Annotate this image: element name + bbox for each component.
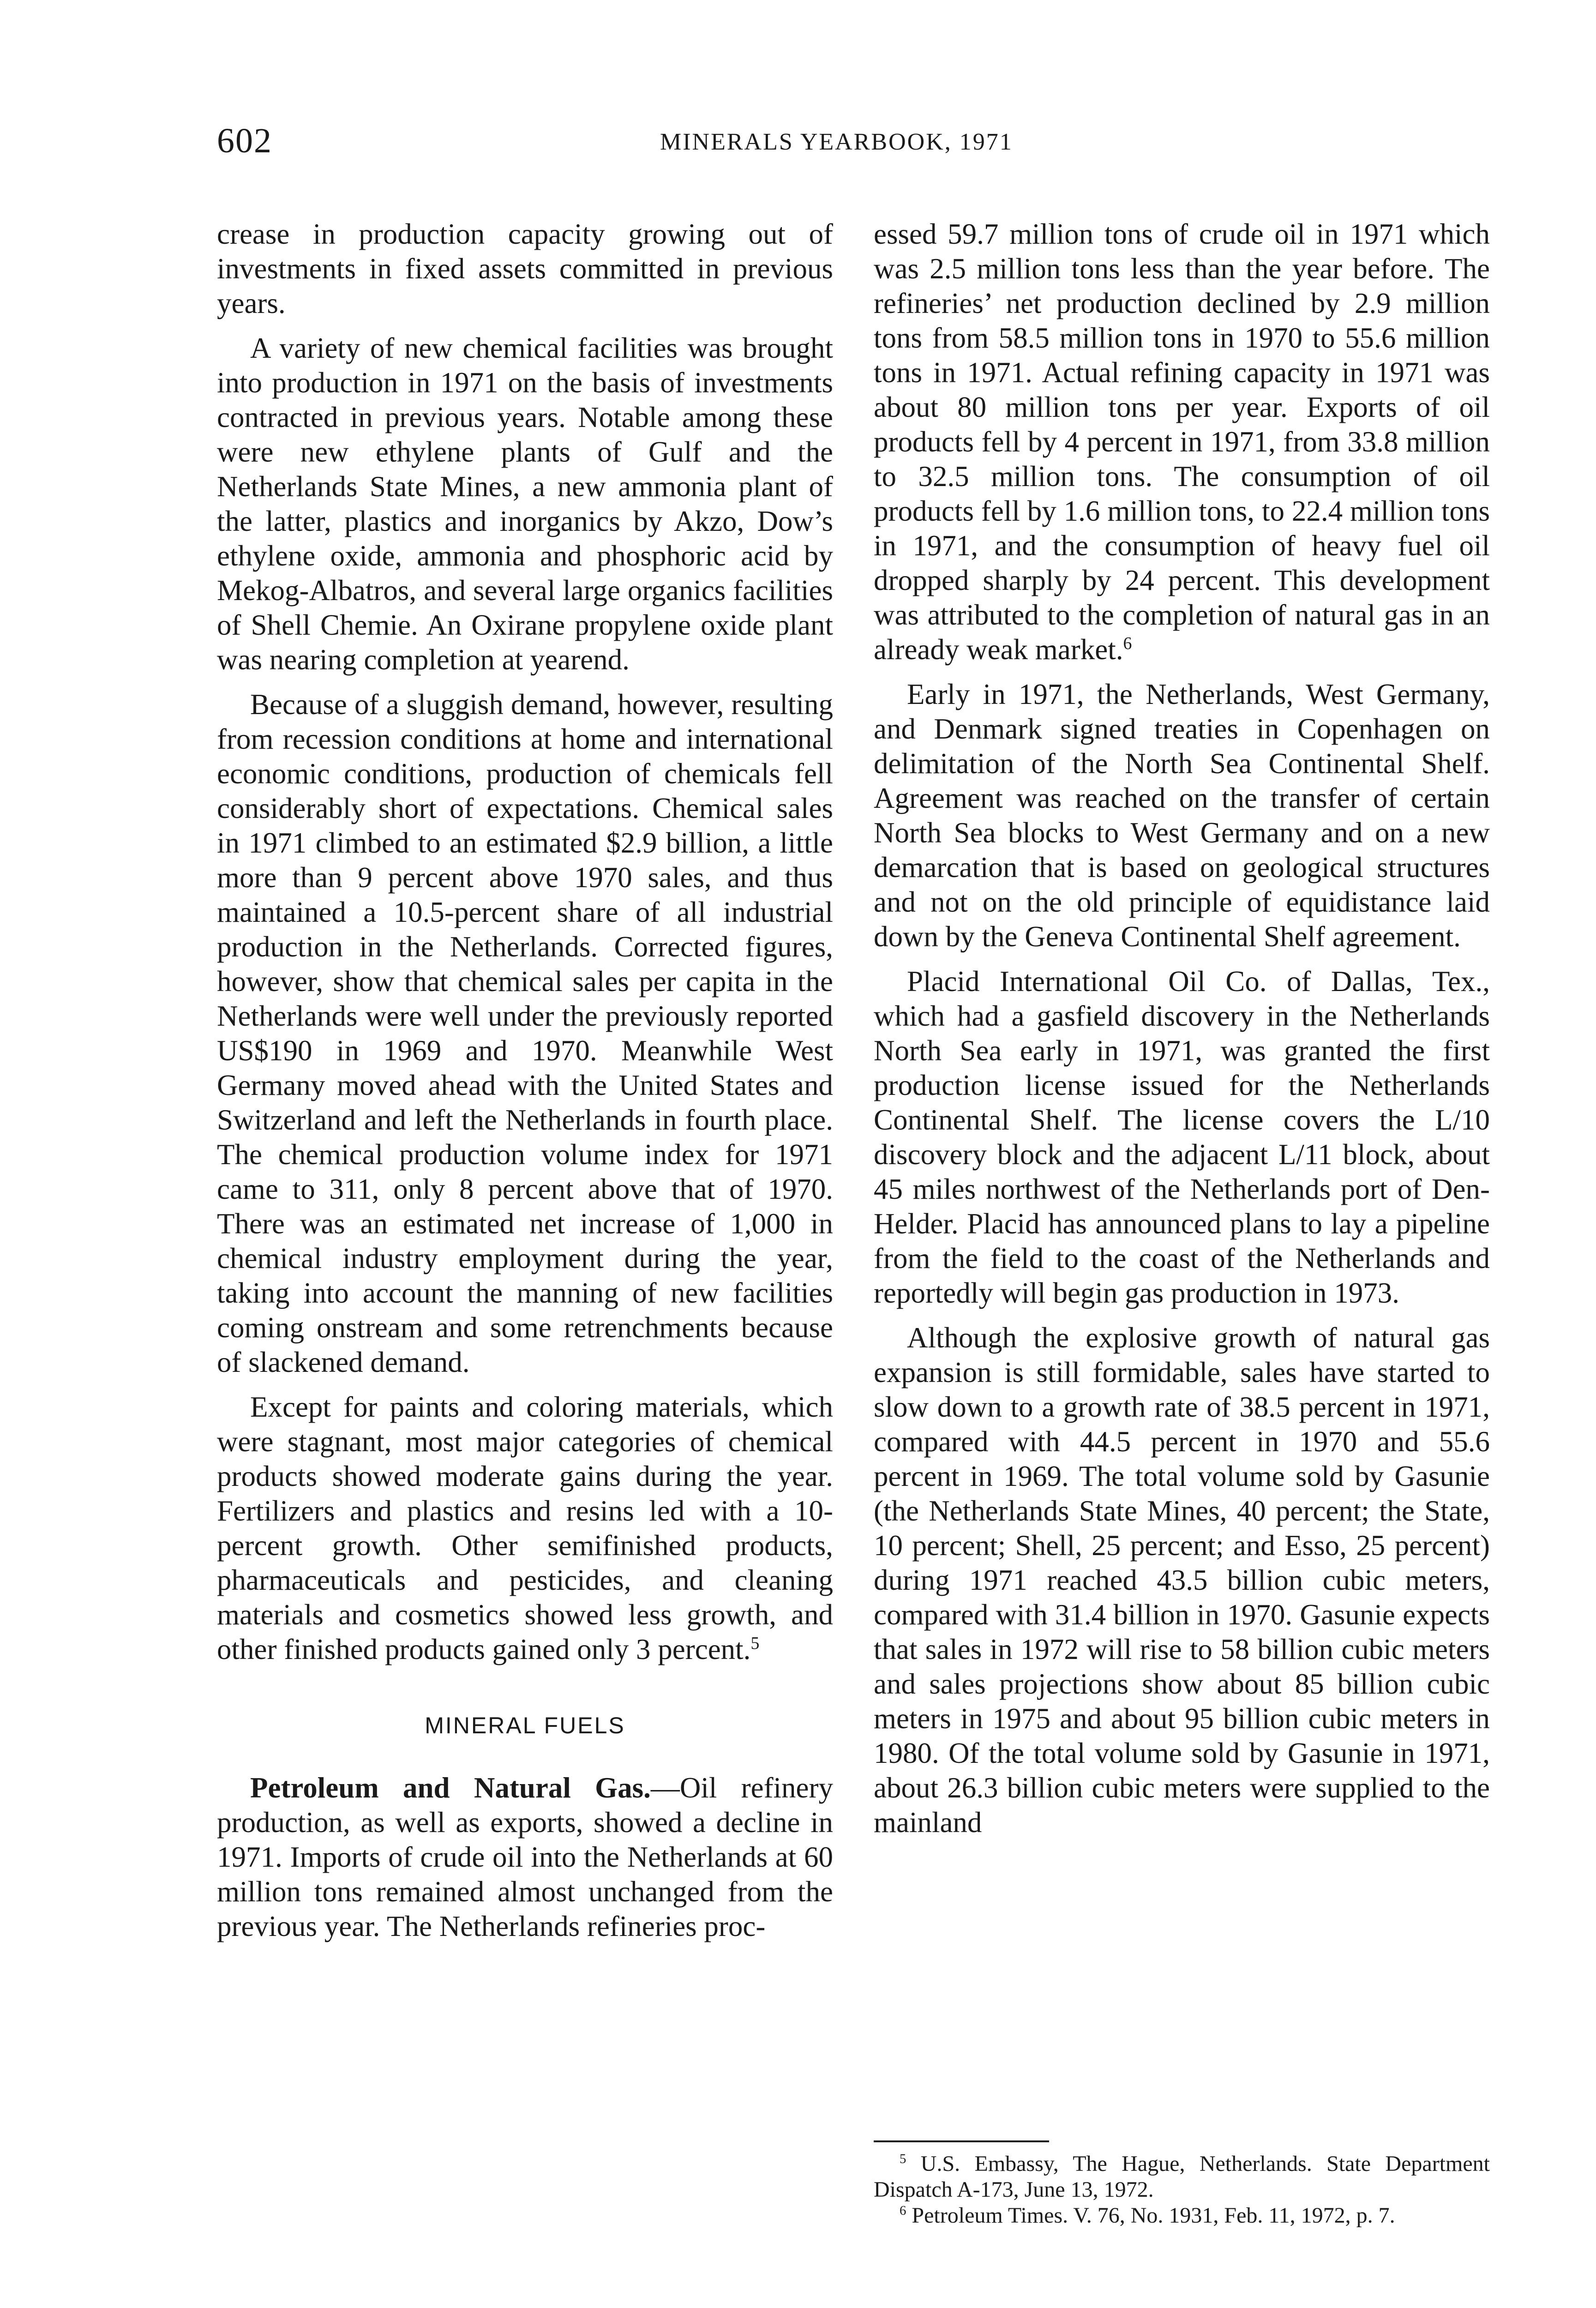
running-title: MINERALS YEARBOOK, 1971 (660, 129, 1013, 155)
paragraph (217, 1390, 833, 1667)
paragraph: Placid International Oil Co. of Dallas, Tex., which had a gasfield discovery in the Netherlands North Sea early in 1971, was granted the first production license issued for the Netherlands Continental Shelf. The license covers the L/10 discovery block and the adjacent L/11 block, about 45 miles northwest of the Netherlands port of Den-Helder. Placid has announced plans to lay a pipeline from the field to the coast of the Netherlands and reportedly will begin gas production in 1973. (874, 965, 1490, 1309)
footnote-ref: 5 (750, 1634, 760, 1653)
paragraph-text: Except for paints and coloring materials, which were stagnant, most major categories of chemical products showed moderate gains during the year. Fertilizers and plastics and resins led with a 10-percent growth. Other semifinished products, pharmaceuticals and pesticides, and cleaning materials and cosmetics showed less growth, and other finished products gained only 3 percent. (217, 1391, 833, 1665)
paragraph (217, 1771, 833, 1944)
paragraph: Early in 1971, the Netherlands, West Germany, and Denmark signed treaties in Copenhagen on delimitation of the North Sea Continental Shelf. Agreement was reached on the transfer of certain North Sea blocks to West Germany and on a new demarcation that is based on geological structures and not on the old principle of equidistance laid down by the Geneva Continental Shelf agreement. (874, 678, 1490, 953)
footnote-ref: 6 (1123, 634, 1132, 653)
right-column (874, 217, 1490, 1850)
footnote-text: Petroleum Times. V. 76, No. 1931, Feb. 11, 1972, p. 7. (912, 2203, 1395, 2228)
paragraph: crease in production capacity growing out of investments in fixed assets committed in previous years. (217, 218, 833, 319)
footnote-mark: 6 (900, 2203, 906, 2218)
footnote-divider (874, 2140, 1049, 2142)
footnote (874, 2203, 1490, 2229)
page-number: 602 (217, 121, 272, 160)
paragraph-text: essed 59.7 million tons of crude oil in 1971 which was 2.5 million tons less than the year before. The refineries’ net production declined by 2.9 million tons from 58.5 million tons in 1970 to 55.6 million tons in 1971. Actual refining capacity in 1971 was about 80 million tons per year. Exports of oil products fell by 4 percent in 1971, from 33.8 million to 32.5 million tons. The consumption of oil products fell by 1.6 million tons, to 22.4 million tons in 1971, and the consumption of heavy fuel oil dropped sharply by 24 percent. This development was attributed to the completion of natural gas in an already weak market. (874, 218, 1490, 666)
footnote-mark: 5 (900, 2152, 906, 2166)
paragraph: A variety of new chemical facilities was brought into production in 1971 on the basis of investments contracted in previous years. Notable among these were new ethylene plants of Gulf and the Netherlands State Mines, a new ammonia plant of the latter, plastics and inorganics by Akzo, Dow’s ethylene oxide, ammonia and phosphoric acid by Mekog-Albatros, and several large organics facilities of Shell Chemie. An Oxirane propylene oxide plant was nearing completion at yearend. (217, 332, 833, 676)
left-column (217, 217, 833, 1954)
paragraph (874, 217, 1490, 667)
footnotes (874, 2151, 1490, 2229)
section-heading: MINERAL FUELS (425, 1713, 625, 1738)
run-in-heading: Petroleum and Natural Gas. (250, 1772, 651, 1804)
footnote-text: U.S. Embassy, The Hague, Netherlands. State Department Dispatch A-173, June 13, 1972. (874, 2152, 1490, 2202)
paragraph: Although the explosive growth of natural gas expansion is still formidable, sales have started to slow down to a growth rate of 38.5 percent in 1971, compared with 44.5 percent in 1970 and 55.6 percent in 1969. The total volume sold by Gasunie (the Netherlands State Mines, 40 percent; the State, 10 percent; Shell, 25 percent; and Esso, 25 percent) during 1971 reached 43.5 billion cubic meters, compared with 31.4 billion in 1970. Gasunie expects that sales in 1972 will rise to 58 billion cubic meters and sales projections show about 85 billion cubic meters in 1975 and about 95 billion cubic meters in 1980. Of the total volume sold by Gasunie in 1971, about 26.3 billion cubic meters were supplied to the mainland (874, 1322, 1490, 1839)
footnote (874, 2151, 1490, 2203)
paragraph-text: —Oil refinery production, as well as exports, showed a decline in 1971. Imports of crude oil into the Netherlands at 60 million tons remained almost unchanged from the previous year. The Netherlands refineries proc- (217, 1772, 833, 1942)
paragraph: Because of a sluggish demand, however, resulting from recession conditions at home and international economic conditions, production of chemicals fell considerably short of expectations. Chemical sales in 1971 climbed to an estimated $2.9 billion, a little more than 9 percent above 1970 sales, and thus maintained a 10.5-percent share of all industrial production in the Netherlands. Corrected figures, however, show that chemical sales per capita in the Netherlands were well under the previously reported US$190 in 1969 and 1970. Meanwhile West Germany moved ahead with the United States and Switzerland and left the Netherlands in fourth place. The chemical production volume index for 1971 came to 311, only 8 percent above that of 1970. There was an estimated net increase of 1,000 in chemical industry employment during the year, taking into account the manning of new facilities coming onstream and some retrenchments because of slackened demand. (217, 688, 833, 1378)
